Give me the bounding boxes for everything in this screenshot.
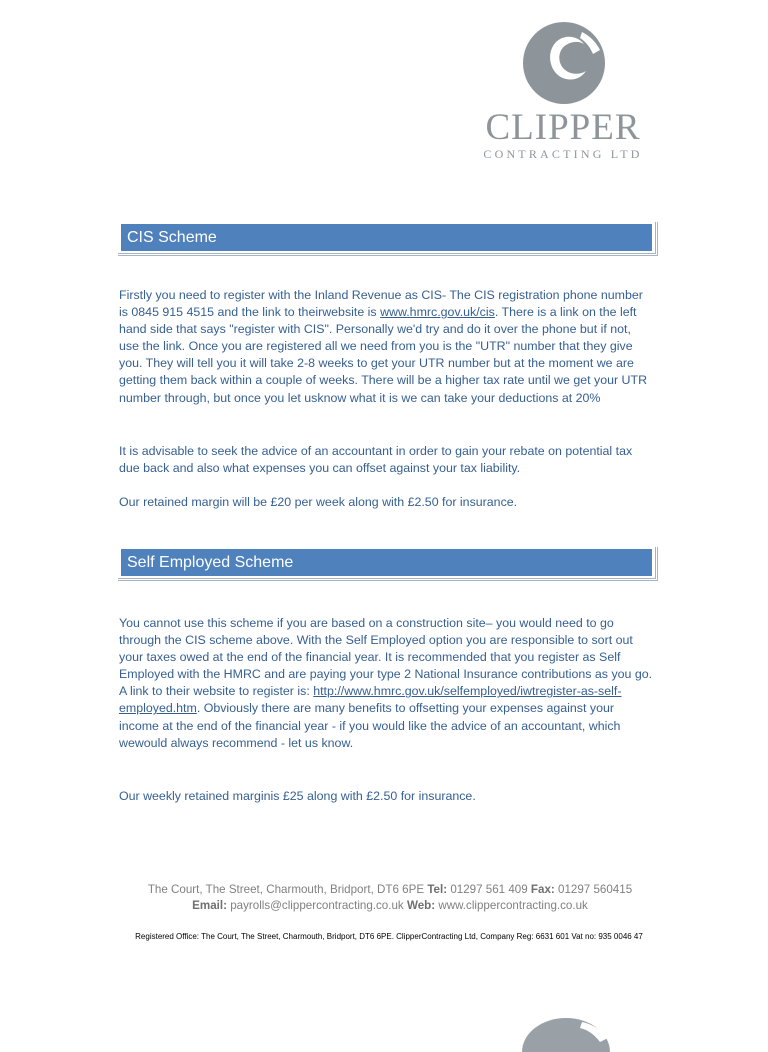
footer-contact-line-1 [100,882,680,899]
self-employed-text-start: You cannot use this scheme if you are based on a construction site– you would need to go through the CIS scheme above. With the Self Employed option you are responsible to sort out your taxes owed at the end of the financial year. It is recommended that you register as Self Employed with the HMRC and are paying your type 2 National Insurance contributions as you go. A link to their website to register is: [119,616,653,699]
footer-email[interactable]: payrolls@clippercontracting.co.uk [230,899,404,912]
clipper-logo-partial-icon [520,1012,612,1052]
clipper-logo-mark-icon [520,22,608,104]
cis-paragraph-registration [119,287,654,407]
cis-paragraph-accountant: It is advisable to seek the advice of an accountant in order to gain your rebate on potential tax due back and also what expenses you can offset against your tax liability. [119,444,633,476]
hmrc-self-employed-link[interactable]: http://www.hmrc.gov.uk/selfemployed/iwtregister-as-self-employed.htm [119,684,622,716]
footer-fax: 01297 560415 [558,883,633,896]
self-employed-scheme-heading: Self Employed Scheme [121,549,652,576]
cis-paragraph-text-start: Firstly you need to register with the Inland Revenue as CIS- The CIS registration phone number is 0845 915 4515 and the link to theirwebsite is [119,288,643,320]
footer-email-label: Email: [192,899,227,912]
footer-tel: 01297 561 409 [450,883,528,896]
footer-fax-label: Fax: [530,883,555,896]
footer-address: The Court, The Street, Charmouth, Bridport, DT6 6PE [147,883,425,896]
company-logo [470,22,656,162]
cis-paragraph-text-end: . There is a link on the left hand side that says "register with CIS". Personally we'd try and do it over the phone but if not, use the link. Once you are registered all we need from you is the "UTR" number that they give you. They will tell you it will take 2-8 weeks to get your UTR number but at the moment we are getting them back within a couple of weeks. There will be a higher tax rate until we get your UTR number through, but once you let usknow what it is we can take your deductions at 20% [119,305,648,405]
registered-office-text: Registered Office: The Court, The Street, Charmouth, Bridport, DT6 6PE. ClipperContracting Ltd, Company Reg: 6631 601 Vat no: 935 0046 47 [135,932,643,941]
self-employed-scheme-header [118,547,658,581]
self-employed-text-end: . Obviously there are many benefits to offsetting your expenses against your income at the end of the financial year - if you would like the advice of an accountant, which wewould always recommend - let us know. [119,701,621,750]
brand-subtitle: CONTRACTING LTD [483,147,643,161]
hmrc-cis-link[interactable]: www.hmrc.gov.uk/cis [380,305,495,320]
cis-scheme-heading: CIS Scheme [121,224,652,251]
self-employed-paragraph-margin: Our weekly retained marginis £25 along with £2.50 for insurance. [119,789,476,803]
cis-scheme-header [118,222,658,256]
cis-paragraph-margin: Our retained margin will be £20 per week along with £2.50 for insurance. [119,495,518,509]
footer-web-label: Web: [406,899,436,912]
brand-name: CLIPPER [485,107,641,148]
footer-web[interactable]: www.clippercontracting.co.uk [438,899,588,912]
footer-contact-line-2 [100,898,680,915]
self-employed-paragraph-details [119,615,654,752]
footer-tel-label: Tel: [427,883,448,896]
